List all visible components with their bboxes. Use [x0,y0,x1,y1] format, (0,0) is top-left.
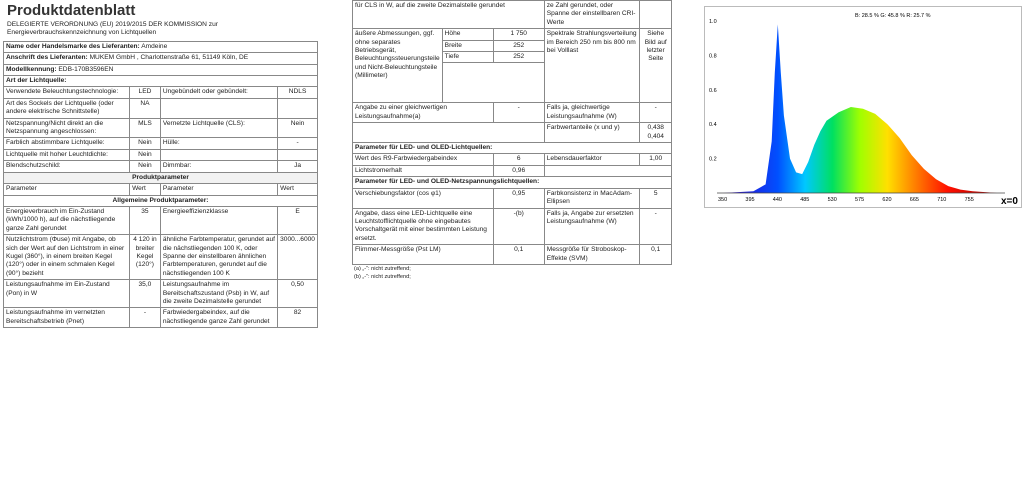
type-row-label-2: Vernetzte Lichtquelle (CLS): [160,118,277,138]
product-params-heading: Produktparameter [4,172,318,183]
x-tick-label: 665 [909,197,919,203]
type-row-label: Lichtquelle mit hoher Leuchtdichte: [4,149,130,160]
table-row [4,118,318,138]
dim-height-label: Höhe [442,29,493,40]
x-tick-label: 755 [964,197,974,203]
x-axis-tail: x=0 [1001,196,1018,207]
macadam-label: Farbkonsistenz in MacAdam-Ellipsen [544,188,640,208]
datasheet-column-2 [352,0,672,281]
replacement-power-label: Falls ja, Angabe zur ersetzten Leistungsaufnahme (W) [544,208,640,245]
table-row [4,235,318,280]
displacement-factor-label: Verschiebungsfaktor (cos φ1) [353,188,494,208]
displacement-factor-value: 0,95 [493,188,544,208]
param-value: 35,0 [130,280,161,308]
flicker-value: 0,1 [493,245,544,265]
param-value-2: 0,50 [278,280,318,308]
general-params-heading: Allgemeine Produktparameter: [4,195,318,206]
page-title: Produktdatenblatt [7,2,136,19]
param-label: Nutzlichtstrom (Φuse) mit Angabe, ob sich der Wert auf den Lichtstrom in einer Kugel (360°), in einem breiten Kegel (120°) oder in einem schmalen Kegel (90°) bezieht [4,235,130,280]
param-label: Leistungsaufnahme im Ein-Zustand (Pon) in W [4,280,130,308]
type-row-value-2 [278,149,318,160]
table-row [4,280,318,308]
table-row [4,98,318,118]
param-label: Leistungsaufnahme im vernetzten Bereitschaftsbetrieb (Pnet) [4,308,130,328]
table-row [4,308,318,328]
chromaticity-y: 0,404 [647,132,664,140]
replacement-power-value: - [640,208,672,245]
type-row-label: Farblich abstimmbare Lichtquelle: [4,138,130,149]
y-tick-label: 0.2 [709,156,717,163]
general-params-rows [4,206,318,327]
light-source-type-heading: Art der Lichtquelle: [4,76,318,87]
type-row-value-2: NDLS [278,87,318,98]
supplier-name-label: Name oder Handelsmarke des Lieferanten: [6,42,140,50]
supplier-table [3,41,318,328]
mains-params-heading: Parameter für LED- und OLED-Netzspannungslichtquellen: [353,177,672,188]
dim-width-value: 252 [493,40,544,51]
x-tick-label: 350 [718,197,728,203]
equiv-power2-value: - [640,103,672,123]
type-row-value-2 [278,98,318,118]
type-row-value-2: Ja [278,161,318,172]
cri-continued-label: ze Zahl gerundet, oder Spanne der einstellbaren CRI-Werte [544,1,640,29]
type-row-label-2: Ungebündelt oder gebündelt: [160,87,277,98]
lumen-maintenance-label: Lichtstromerhalt [353,165,494,176]
param-label-2: ähnliche Farbtemperatur, gerundet auf die nächstliegenden 100 K, oder Spanne der einstellbaren ähnlichen Farbtemperaturen, gerundet auf die nächstliegenden 100 K [160,235,277,280]
type-row-label-2: Dimmbar: [160,161,277,172]
type-row-label: Blendschutzschild: [4,161,130,172]
footnote-a: (a) „-“: nicht zutreffend; [354,265,411,272]
col-header-param-2: Parameter [160,184,277,195]
param-value-2: 3000...6000 [278,235,318,280]
table-row [4,161,318,172]
model-label: Modellkennung: [6,65,57,73]
model-value: EDB-170B3596EN [58,65,114,73]
y-ticks [709,19,717,163]
col-header-value: Wert [130,184,161,195]
y-tick-label: 0.6 [709,87,717,94]
dimensions-label: äußere Abmessungen, ggf. ohne separates Betriebsgerät, Beleuchtungssteuerungsteile und Nicht-Beleuchtungsteile (Millimeter) [353,29,443,103]
chromaticity-x: 0,438 [647,124,664,132]
spectral-label: Spektrale Strahlungsverteilung im Bereich 250 nm bis 800 nm bei Volllast [544,29,640,103]
r9-value: 6 [493,154,544,165]
table-row [4,206,318,234]
param-label-2: Leistungsaufnahme im Bereitschaftszustand (Psb) in W, auf die zweite Dezimalstelle gerundet [160,280,277,308]
light-source-type-rows [4,87,318,172]
spectral-distribution-chart [704,6,1022,208]
regulation-intro: DELEGIERTE VERORDNUNG (EU) 2019/2015 DER KOMMISSION zur Energieverbrauchskennzeichnung von Lichtquellen [7,21,218,37]
r9-label: Wert des R9-Farbwiedergabeindex [353,154,494,165]
type-row-value: Nein [130,161,161,172]
datasheet-column-1 [3,0,318,484]
y-tick-label: 0.4 [709,122,717,129]
type-row-value: NA [130,98,161,118]
macadam-value: 5 [640,188,672,208]
param-value: 35 [130,206,161,234]
type-row-label-2: Hülle: [160,138,277,149]
spectral-value: Siehe Bild auf letzter Seite [640,29,672,103]
dim-depth-value: 252 [493,52,544,63]
rgb-share-legend: B: 28.5 % G: 45.8 % R: 25.7 % [855,13,931,19]
equiv-power-label: Angabe zu einer gleichwertigen Leistungsaufnahme(a) [353,103,494,123]
spectrum-area [723,24,997,193]
param-label: Energieverbrauch im Ein-Zustand (kWh/1000 h), auf die nächstliegende ganze Zahl gerundet [4,206,130,234]
dim-depth-label: Tiefe [442,52,493,63]
parameters-table-continued [352,0,672,265]
type-row-value-2: - [278,138,318,149]
flicker-label: Flimmer-Messgröße (Pst LM) [353,245,494,265]
table-row [4,149,318,160]
x-tick-label: 395 [745,197,755,203]
param-value-2: 82 [278,308,318,328]
table-row [4,87,318,98]
param-value: 4 120 in breiter Kegel (120°) [130,235,161,280]
type-row-label-2 [160,149,277,160]
chromaticity-label: Farbwertanteile (x und y) [544,123,640,143]
cls-continued-label: für CLS in W, auf die zweite Dezimalstelle gerundet [353,1,545,29]
lumen-maintenance-value: 0,96 [493,165,544,176]
dim-width-label: Breite [442,40,493,51]
y-tick-label: 0.8 [709,53,717,60]
equiv-power-value: - [493,103,544,123]
type-row-value: Nein [130,138,161,149]
replacement-value: -(b) [493,208,544,245]
table-row [4,138,318,149]
param-label-2: Farbwiedergabeindex, auf die nächstliegende ganze Zahl gerundet [160,308,277,328]
dim-height-value: 1 750 [493,29,544,40]
footnote-b: (b) „-“: nicht zutreffend; [354,273,411,280]
led-params-heading: Parameter für LED- und OLED-Lichtquellen: [353,143,672,154]
x-tick-label: 485 [800,197,810,203]
type-row-label-2 [160,98,277,118]
param-value: - [130,308,161,328]
stroboscopic-label: Messgröße für Stroboskop-Effekte (SVM) [544,245,640,265]
lifetime-factor-label: Lebensdauerfaktor [544,154,640,165]
supplier-address-label: Anschrift des Lieferanten: [6,54,88,62]
param-label-2: Energieeffizienzklasse [160,206,277,234]
supplier-name-value: Amdeine [141,42,168,50]
param-value-2: E [278,206,318,234]
stroboscopic-value: 0,1 [640,245,672,265]
type-row-value: MLS [130,118,161,138]
x-tick-label: 440 [772,197,782,203]
y-tick-label: 1.0 [709,19,717,25]
type-row-label: Netzspannung/Nicht direkt an die Netzspannung angeschlossen: [4,118,130,138]
x-tick-label: 530 [827,197,837,203]
replacement-label: Angabe, dass eine LED-Lichtquelle eine Leuchtstofflichtquelle ohne eingebautes Vorschaltgerät mit einer bestimmten Leistung ersetzt. [353,208,494,245]
x-tick-label: 710 [937,197,947,203]
type-row-value: Nein [130,149,161,160]
type-row-value: LED [130,87,161,98]
type-row-value-2: Nein [278,118,318,138]
equiv-power2-label: Falls ja, gleichwertige Leistungsaufnahme (W) [544,103,640,123]
x-tick-label: 575 [855,197,865,203]
col-header-param: Parameter [4,184,130,195]
spectrum-svg [705,7,1021,207]
type-row-label: Verwendete Beleuchtungstechnologie: [4,87,130,98]
type-row-label: Art des Sockels der Lichtquelle (oder andere elektrische Schnittstelle) [4,98,130,118]
col-header-value-2: Wert [278,184,318,195]
x-ticks [718,197,974,203]
x-tick-label: 620 [882,197,892,203]
supplier-address-value: MUKEM GmbH , Charlottenstraße 61, 51149 Köln, DE [89,54,249,62]
lifetime-factor-value: 1,00 [640,154,672,165]
